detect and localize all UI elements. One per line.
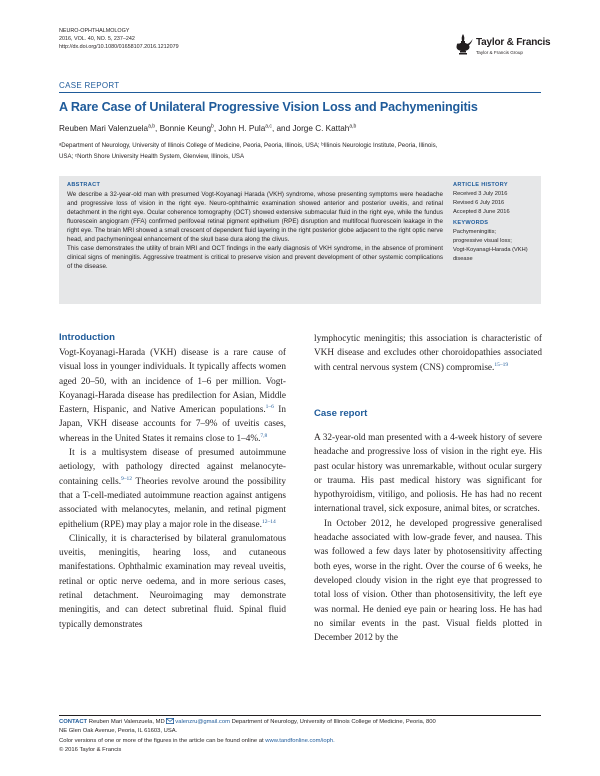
history-revised: Revised 6 July 2016: [453, 200, 505, 206]
taylor-francis-lamp-icon: [456, 34, 473, 56]
keywords-heading: KEYWORDS: [453, 220, 489, 226]
abstract-paragraph: This case demonstrates the utility of brain MRI and OCT findings in the early diagnosis of VKH syndrome, in the absence of prominent clinical signs of meningitis. Aggressive treatment is critical to preserve vision and prevent development of other systemic complications of the disease.: [67, 245, 443, 271]
journal-doi[interactable]: http://dx.doi.org/10.1080/01658107.2016.1212079: [59, 44, 179, 50]
header-divider: [59, 92, 541, 93]
color-note: Color versions of one or more of the figures in the article can be found online at: [59, 737, 264, 744]
contact-label: CONTACT: [59, 719, 88, 725]
keyword: progressive visual loss;: [453, 238, 512, 244]
author-separator: , and: [271, 124, 293, 133]
affiliation-line: ᵃDepartment of Neurology, University of Illinois College of Medicine, Peoria, Peoria, Illinois, USA; ᵇIllinois Neurologic Institute, Peoria, Illinois,: [59, 142, 438, 149]
keywords-list: [453, 228, 528, 264]
author-separator: ,: [155, 124, 160, 133]
keyword: Vogt-Koyanagi-Harada (VKH): [453, 247, 528, 253]
author-affiliation-mark: b: [211, 123, 214, 130]
abstract-text: [67, 190, 443, 271]
author-name: Jorge C. Kattah: [292, 124, 350, 133]
citation-ref[interactable]: 1–6: [265, 404, 274, 411]
author-name: Reuben Mari Valenzuela: [59, 124, 149, 133]
body-paragraph: Clinically, it is characterised by bilateral granulomatous uveitis, meningitis, hearing loss, and cutaneous manifestations. Ophthalmic examination may reveal uveitis, retinal or optic nerve oedema, and in more serious cases, retinal detachment. Neuroimaging may demonstrate meningitis, and can detect subretinal fluid. Spinal fluid typically demonstrates: [59, 533, 286, 630]
contact-email-link[interactable]: valenzru@gmail.com: [175, 719, 230, 725]
keyword: disease: [453, 256, 473, 262]
contact-address: Department of Neurology, University of Illinois College of Medicine, Peoria, 800: [231, 719, 436, 725]
body-paragraph: [314, 332, 542, 375]
author-name: Bonnie Keung: [159, 124, 212, 133]
article-title: A Rare Case of Unilateral Progressive Vision Loss and Pachymeningitis: [59, 100, 478, 114]
article-history: [453, 190, 510, 217]
color-note-line: [59, 737, 549, 746]
author-affiliation-mark: a,b: [148, 123, 156, 130]
author-separator: ,: [213, 124, 219, 133]
paragraph-text: lymphocytic meningitis; this association is characteristic of VKH disease and excludes other choroidopathies associated with central nervous system (CNS) compromise.: [314, 334, 542, 373]
introduction-body: [59, 346, 286, 632]
copyright: © 2016 Taylor & Francis: [59, 747, 122, 754]
footer-divider: [59, 715, 541, 716]
citation-ref[interactable]: 12–14: [261, 518, 276, 525]
abstract-heading: ABSTRACT: [67, 182, 101, 188]
paragraph-text: In Japan, VKH disease accounts for 7–9% of uveitis cases, whereas in the United States it remains close to 1–4%.: [59, 405, 286, 444]
paragraph-text: Theories revolve around the possibility that a T-cell-mediated autoimmune reaction against antigens associated with melanocytes, melanin, and retinal pigment epithelium (RPE) may play a major role in the disease.: [59, 476, 286, 530]
citation-ref[interactable]: 15–19: [494, 361, 509, 368]
case-report-heading: Case report: [314, 408, 368, 419]
citation-ref[interactable]: 9–12: [121, 475, 133, 482]
article-history-heading: ARTICLE HISTORY: [453, 182, 508, 188]
publisher-name: Taylor & Francis: [476, 37, 551, 48]
body-paragraph: [59, 346, 286, 446]
author-name: John H. Pula: [218, 124, 266, 133]
abstract-paragraph: We describe a 32-year-old man with presumed Vogt-Koyanagi Harada (VKH) syndrome, whose presenting symptoms were headache and progressive loss of vision in the right eye. Neuro-ophthalmic examination showed anterior and posterior uveitis, and retinal detachment in the right eye. Ocular coherence tomography (OCT) showed extensive submacular fluid in the right eye, while the fundus fluorescein angiogram (FFA) confirmed perifoveal retinal pigment epithelium (RPE) disruption and multifocal fluorescein leakage in the right eye. The brain MRI showed a small crescent of dependent fluid layering in the right posterior globe adjacent to the right optic nerve head, and pachymeningeal enhancement of the skull base dura along the clivus.: [67, 191, 443, 244]
contact-line: [59, 718, 549, 727]
article-type: CASE REPORT: [59, 81, 120, 90]
body-paragraph: A 32-year-old man presented with a 4-week history of severe headache and progressive loss of vision in the right eye. His past ocular history was unremarkable, without ocular surgery or trauma. His past medical history was significant for hypothyroidism, vitiligo, and poliosis. He has had no recent international travel, sick exposure, animal bites, or scratches.: [314, 433, 542, 515]
journal-header: [59, 27, 179, 51]
affiliation-line: USA; ᶜNorth Shore University Health System, Glenview, Illinois, USA: [59, 152, 245, 160]
history-accepted: Accepted 8 June 2016: [453, 209, 510, 215]
author-list: [59, 124, 356, 133]
journal-citation: 2016, VOL. 40, NO. 5, 237–242: [59, 36, 135, 42]
author-affiliation-mark: a,c: [265, 123, 272, 130]
introduction-body-continued: [314, 332, 542, 375]
contact-address-line2: NE Glen Oak Avenue, Peoria, IL 61603, USA.: [59, 728, 178, 735]
paragraph-text: Vogt-Koyanagi-Harada (VKH) disease is a rare cause of visual loss in younger individuals. It typically affects women aged 20–50, with an incidence of 1–6 per million. Vogt-Koyanagi-Harada disease has predilection for Asian, Middle Eastern, Hispanic, and Native American populations.: [59, 348, 286, 416]
keyword: Pachymeningitis;: [453, 229, 496, 235]
author-affiliation-mark: a,b: [349, 123, 357, 130]
affiliations: [59, 141, 545, 162]
email-icon: [166, 718, 174, 724]
contact-name: Reuben Mari Valenzuela, MD: [88, 719, 165, 725]
citation-ref[interactable]: 7,8: [260, 432, 268, 439]
introduction-heading: Introduction: [59, 332, 115, 343]
paragraph-text: It is a multisystem disease of presumed autoimmune aetiology, with pathology directed against melanocyte-containing cells.: [59, 448, 286, 487]
publisher-group: Taylor & Francis Group: [476, 50, 523, 55]
publisher-logo: [456, 34, 550, 60]
case-report-body: [314, 431, 542, 645]
body-paragraph: [59, 446, 286, 532]
history-received: Received 3 July 2016: [453, 191, 508, 197]
journal-name: NEURO-OPHTHALMOLOGY: [59, 28, 130, 34]
journal-url-link[interactable]: www.tandfonline.com/ioph.: [265, 737, 335, 744]
body-paragraph: In October 2012, he developed progressive generalised headache associated with low-grade fever, and nausea. This was followed a few days later by photosensitivity affecting both eyes, worse in the right. Over the course of 6 weeks, he developed cloudy vision in the right eye that progressed to total loss of vision. Other than photosensitivity, the left eye was normal. He denied eye pain or hearing loss. He has had no similar events in the past. Visual fields plotted in December 2012 by the: [314, 518, 542, 644]
page-footer: [59, 718, 549, 756]
